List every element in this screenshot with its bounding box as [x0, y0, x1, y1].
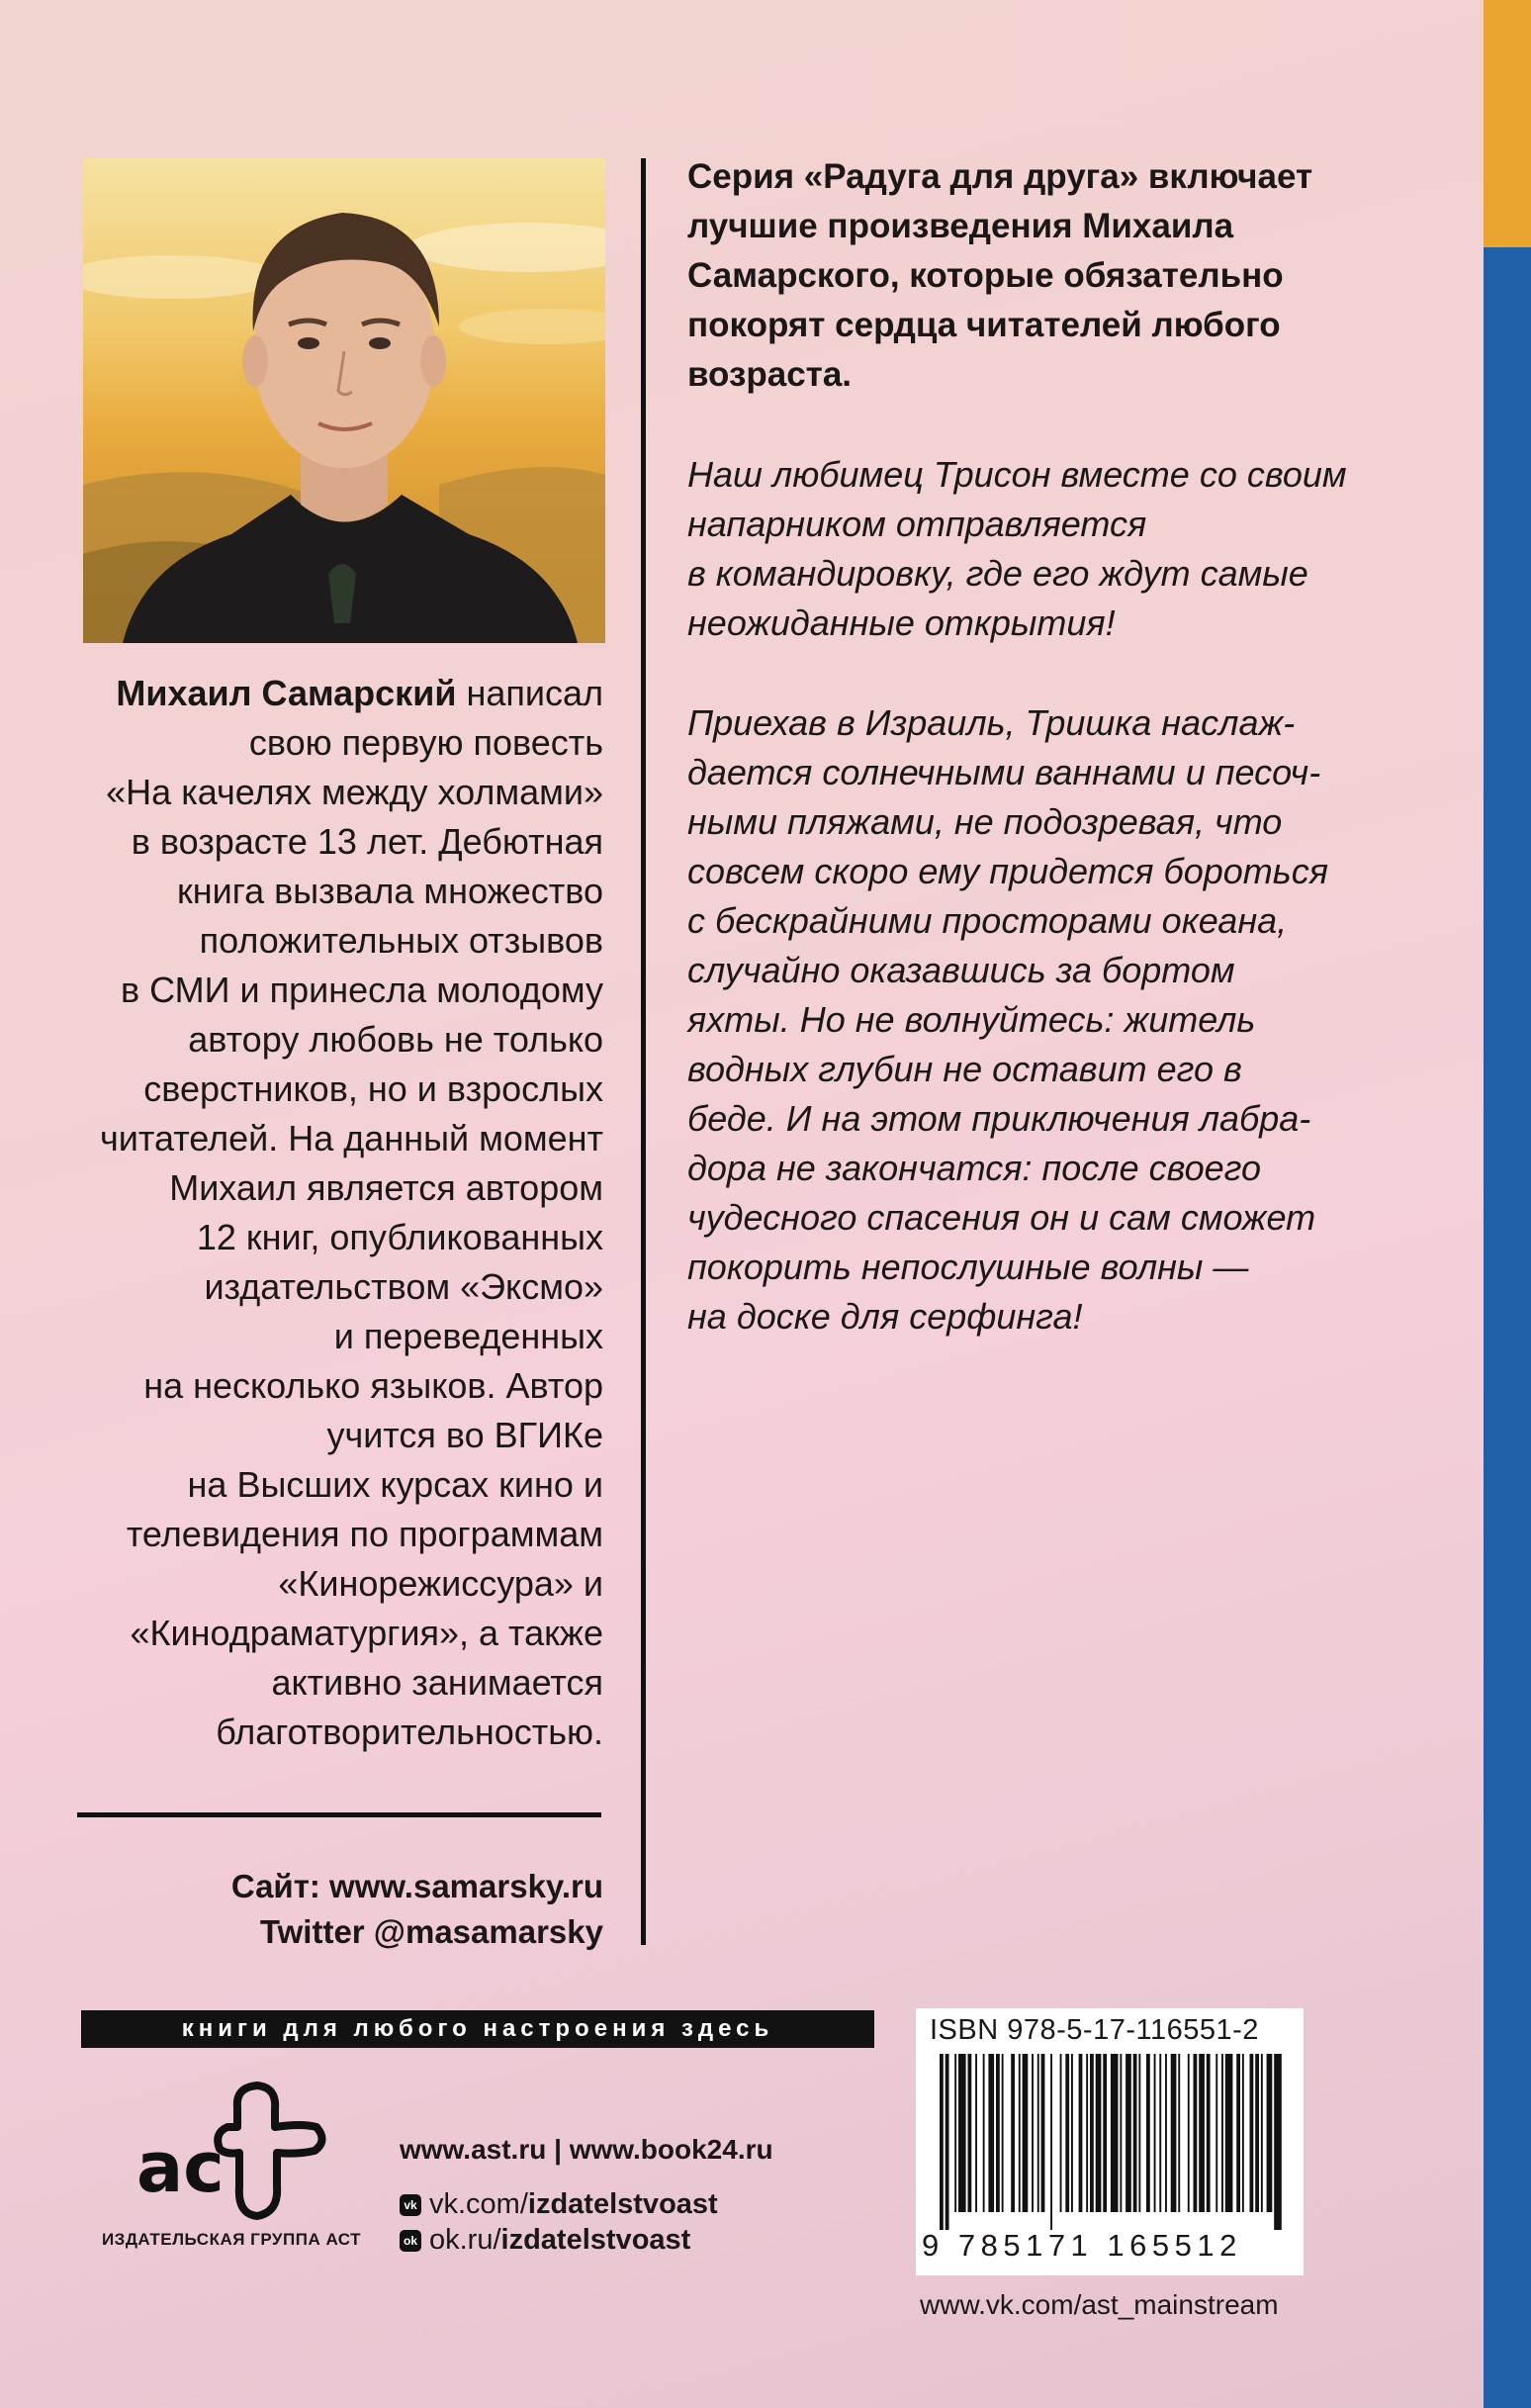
- ean-digits: 9 785171 165512: [922, 2228, 1242, 2263]
- author-site[interactable]: Сайт: www.samarsky.ru: [230, 1868, 603, 1904]
- barcode-bar: [1171, 2054, 1177, 2212]
- barcode-bar: [1065, 2054, 1069, 2212]
- barcode-bar: [1023, 2054, 1029, 2212]
- author-contacts: [83, 1864, 603, 1955]
- barcode-bar: [1146, 2054, 1150, 2212]
- barcode-bar: [1086, 2054, 1088, 2212]
- barcode-bar: [1159, 2054, 1161, 2212]
- ok-link[interactable]: [400, 2224, 690, 2257]
- barcode-bar: [1274, 2054, 1282, 2230]
- barcode-bar: [1103, 2054, 1107, 2212]
- author-bio: [83, 669, 603, 1757]
- logo-text: ас: [136, 2127, 225, 2208]
- column-divider: [641, 158, 646, 1945]
- barcode-bar: [1126, 2054, 1131, 2212]
- barcode-bar: [1032, 2054, 1034, 2212]
- barcode-bar: [1188, 2054, 1190, 2212]
- ok-icon: ok: [400, 2230, 421, 2252]
- author-bio-text: написал свою первую повесть «На качелях между холмами» в возрасте 13 лет. Дебютная книга вызвала множество положительных отзывов в СМИ и принесла молодому автору любовь не только сверстников, но и взрослых читателей. На данный момент Михаил является автором 12 книг, опубликованных издательством «Эксмо» и переведенных на несколько языков. Автор учится во ВГИКе на Высших курсах кино и телевидения по программам «Кинорежиссура» и «Кинодраматургия», а также активно занимается благотворительностью.: [100, 673, 603, 1752]
- barcode-bar: [1120, 2054, 1122, 2212]
- spine-orange-strip: [1484, 0, 1531, 247]
- barcode-bar: [1216, 2054, 1217, 2212]
- barcode-bar: [1154, 2054, 1156, 2212]
- barcode-bar: [1242, 2054, 1244, 2212]
- barcode-bar: [1041, 2054, 1045, 2212]
- ok-prefix: ok.ru/: [429, 2224, 501, 2256]
- barcode-bar: [1002, 2054, 1004, 2212]
- barcode-bar: [1178, 2054, 1180, 2212]
- barcode-bar: [1236, 2054, 1240, 2212]
- barcode-bar: [1071, 2054, 1073, 2212]
- series-intro: Серия «Радуга для друга» включает лучшие произведения Михаила Самарского, которые обязательно покорят сердца читателей любого возраста.: [687, 157, 1313, 394]
- publisher-tagline: книги для любого настроения здесь: [81, 2010, 874, 2048]
- barcode-bar: [1221, 2054, 1223, 2212]
- barcode: [938, 2054, 1284, 2230]
- divider: [77, 1812, 601, 1817]
- vk-link[interactable]: [400, 2188, 718, 2221]
- barcode-bar: [1199, 2054, 1205, 2212]
- barcode-bar: [1090, 2054, 1094, 2212]
- barcode-bar: [1019, 2054, 1021, 2212]
- barcode-bar: [1225, 2054, 1233, 2212]
- annotation-paragraph-2: Приехав в Израиль, Тришка наслаж- дается солнечными ваннами и песоч- ными пляжами, не подозревая, что совсем скоро ему придется бороться с бескрайними просторами океана, случайно оказавшись за бортом яхты. Но не волнуйтесь: житель водных глубин не оставит его в беде. И на этом приключения лабра- дора не закончатся: после своего чудесного спасения он и сам сможет покорить непослушные волны — на доске для серфинга!: [687, 702, 1328, 1337]
- author-name: Михаил Самарский: [116, 673, 457, 713]
- barcode-bar: [1111, 2054, 1119, 2212]
- barcode-bar: [1060, 2054, 1062, 2212]
- spine-blue-strip: [1484, 247, 1531, 2408]
- vk-prefix: vk.com/: [429, 2188, 528, 2220]
- barcode-bar: [1194, 2054, 1198, 2212]
- barcode-bar: [983, 2054, 985, 2212]
- barcode-panel: [916, 2008, 1304, 2275]
- author-twitter[interactable]: Twitter @masamarsky: [259, 1913, 603, 1950]
- annotation-paragraph-1: Наш любимец Трисон вместе со своим напарником отправляется в командировку, где его ждут самые неожиданные открытия!: [687, 454, 1347, 643]
- barcode-bar: [940, 2054, 944, 2230]
- publisher-websites[interactable]: www.ast.ru | www.book24.ru: [400, 2134, 773, 2165]
- publisher-name: ИЗДАТЕЛЬСКАЯ ГРУППА АСТ: [101, 2230, 362, 2249]
- ok-handle: izdatelstvoast: [500, 2224, 691, 2256]
- author-photo: [83, 158, 605, 643]
- barcode-bar: [1096, 2054, 1102, 2212]
- barcode-bar: [988, 2054, 994, 2212]
- barcode-bar: [1255, 2054, 1259, 2212]
- ast-logo: [119, 2068, 346, 2231]
- barcode-bar: [1267, 2054, 1273, 2212]
- barcode-bar: [1207, 2054, 1211, 2212]
- vk-handle: izdatelstvoast: [527, 2188, 718, 2220]
- vk-icon: vk: [400, 2194, 421, 2216]
- barcode-bar: [968, 2054, 972, 2212]
- barcode-bar: [996, 2054, 1000, 2212]
- barcode-bar: [1138, 2054, 1140, 2212]
- barcode-bar: [1050, 2054, 1052, 2230]
- barcode-bar: [975, 2054, 977, 2212]
- barcode-bar: [1165, 2054, 1167, 2212]
- barcode-bar: [1011, 2054, 1015, 2212]
- barcode-bar: [954, 2054, 956, 2212]
- barcode-bar: [1037, 2054, 1039, 2212]
- barcode-bar: [958, 2054, 966, 2212]
- vk-mainstream-link[interactable]: www.vk.com/ast_mainstream: [920, 2289, 1279, 2320]
- barcode-bar: [1079, 2054, 1083, 2212]
- barcode-bar: [1261, 2054, 1263, 2212]
- barcode-bar: [1250, 2054, 1254, 2212]
- barcode-bar: [1133, 2054, 1137, 2212]
- barcode-bar: [946, 2054, 949, 2230]
- isbn-number: ISBN 978-5-17-116551-2: [930, 2014, 1259, 2046]
